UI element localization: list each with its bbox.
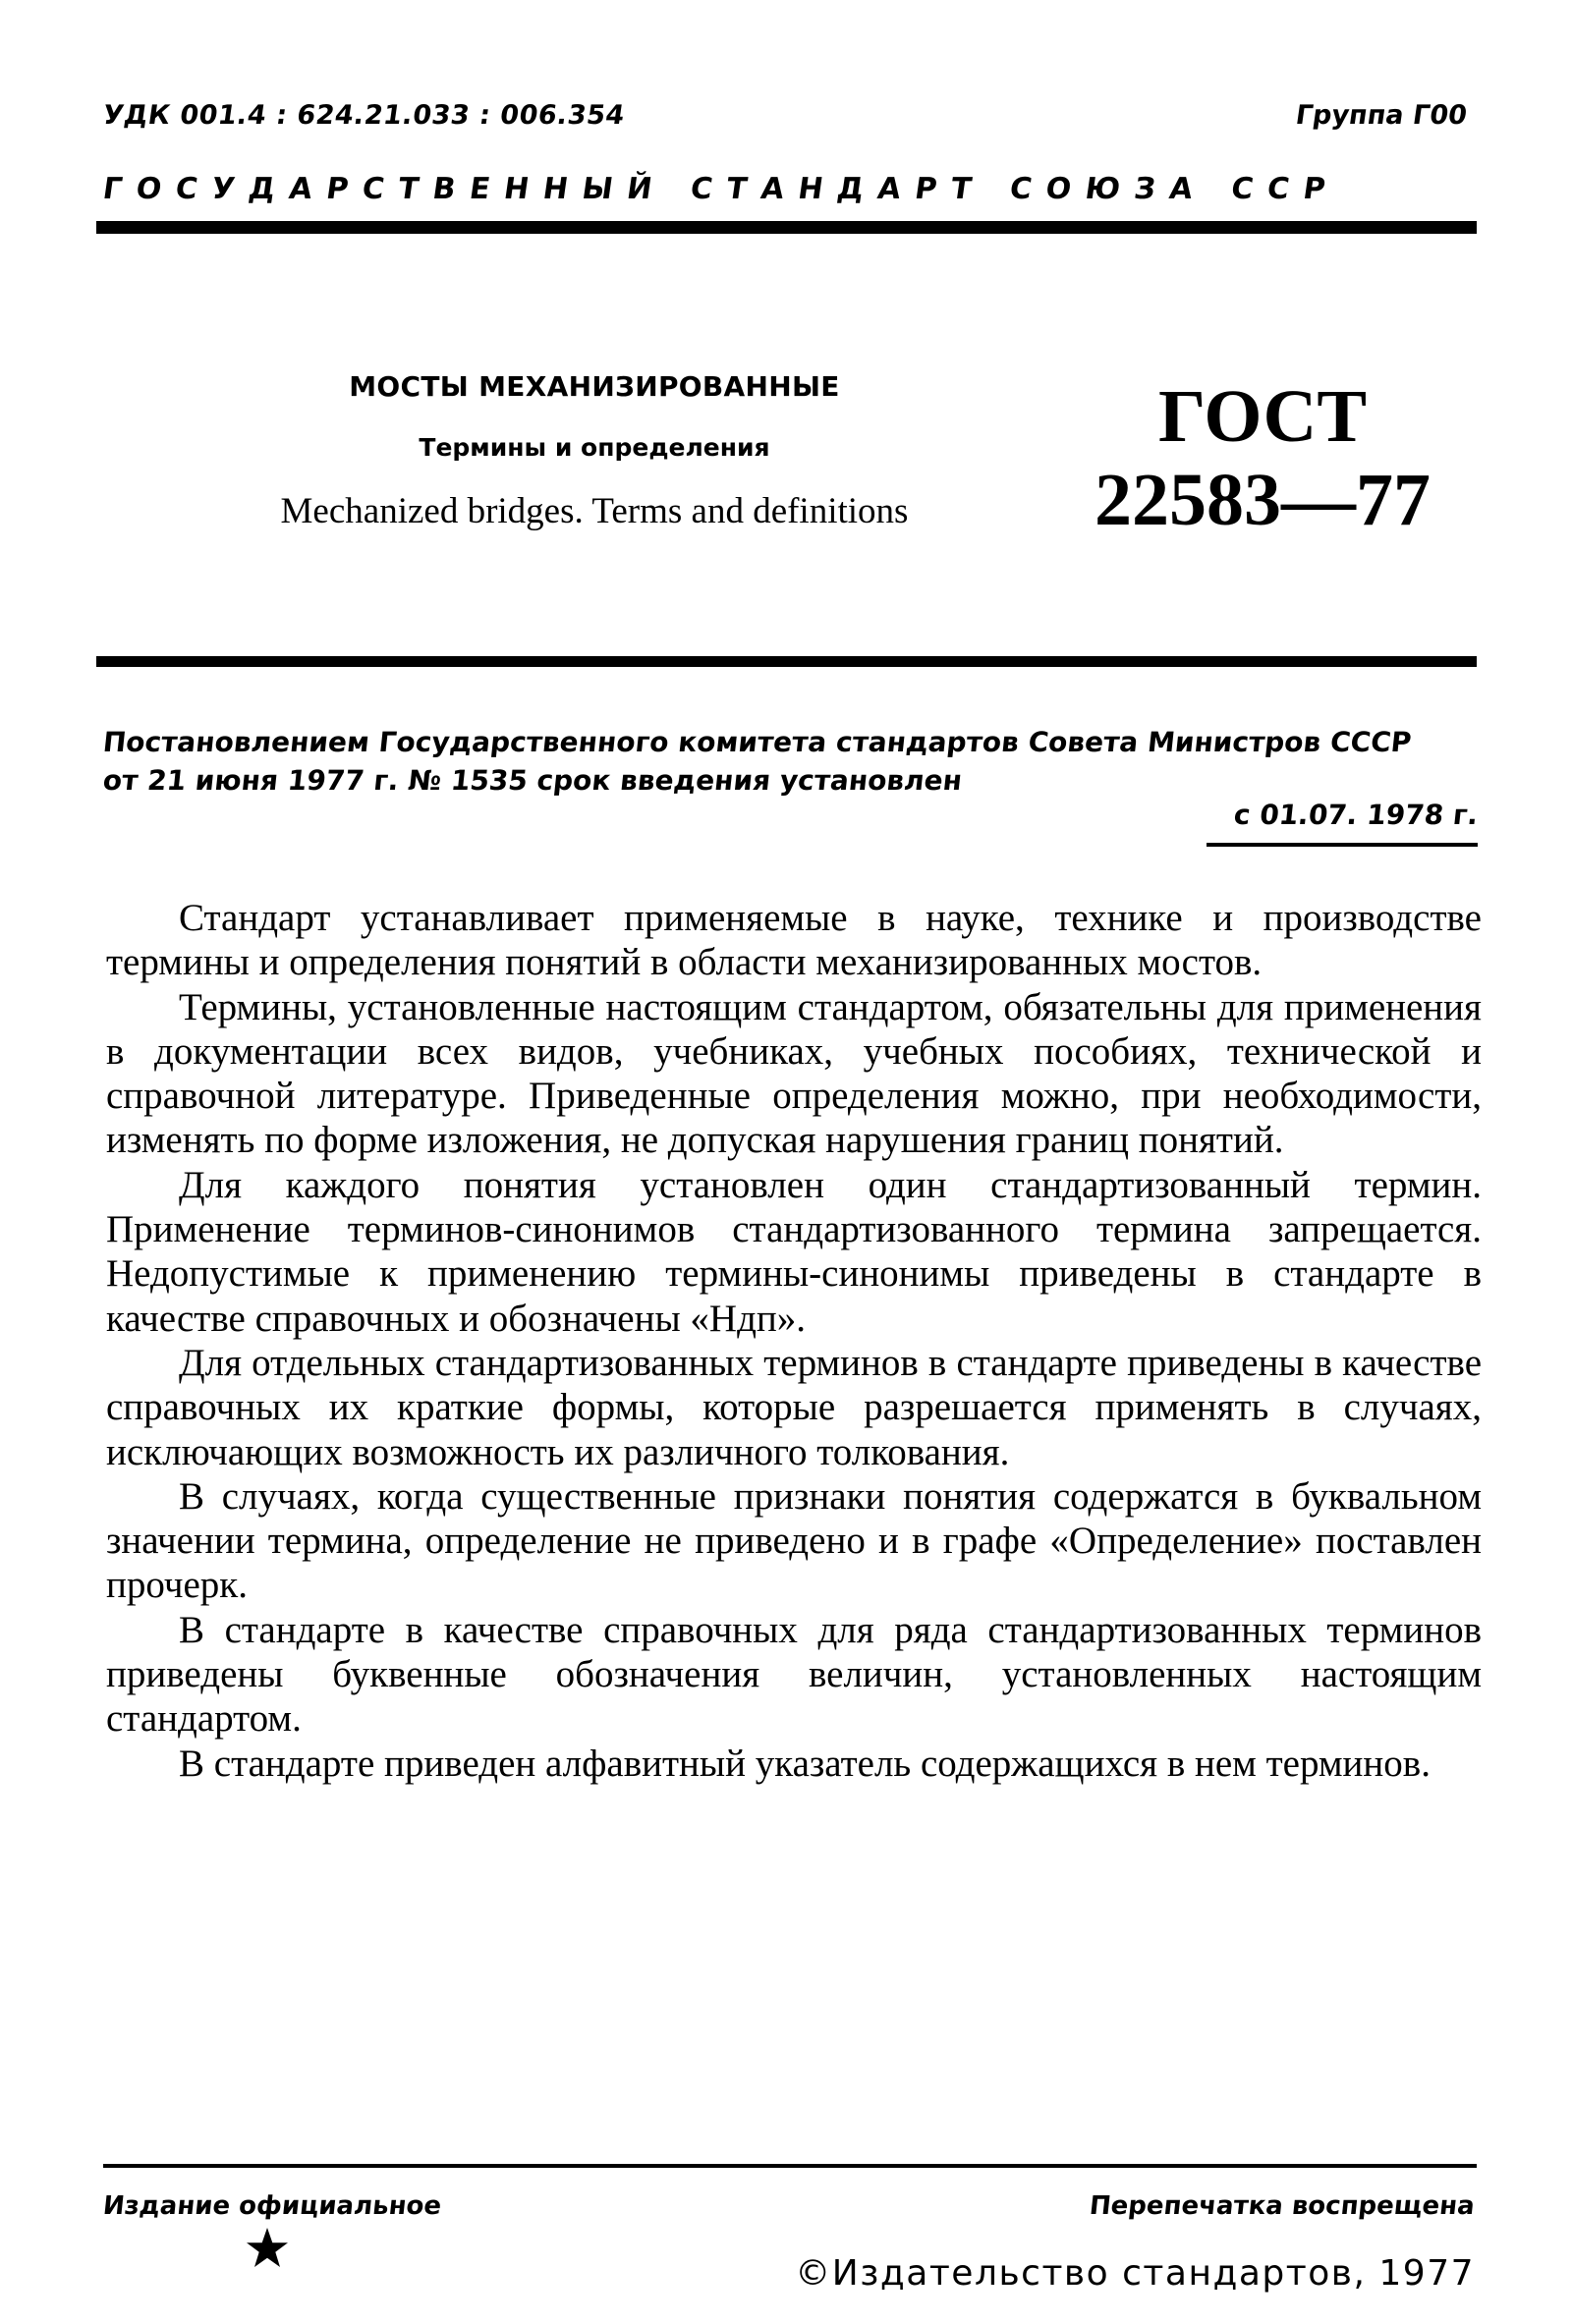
state-standard-banner: ГОСУДАРСТВЕННЫЙ СТАНДАРТ СОЮЗА ССР xyxy=(100,172,1342,206)
english-title: Mechanized bridges. Terms and definitions xyxy=(280,491,909,531)
body-paragraph: В случаях, когда существенные признаки понятия содержатся в буквальном значении термина, определение не приведено и в графе «Определение» поставлен прочерк. xyxy=(106,1474,1482,1607)
gost-label: ГОСТ xyxy=(1157,375,1368,458)
body-paragraph: В стандарте в качестве справочных для ряда стандартизованных терминов приведены буквенные обозначения величин, установленных настоящим стандартом. xyxy=(106,1608,1482,1741)
body-paragraph: Стандарт устанавливает применяемые в науке, технике и производстве термины и определения понятий в области механизированных мостов. xyxy=(106,897,1482,984)
effective-date-underline xyxy=(1207,843,1478,847)
body-paragraph: Для отдельных стандартизованных терминов в стандарте приведены в качестве справочных их краткие формы, которые разрешается применять в случаях, исключающих возможность их различного толкования. xyxy=(106,1341,1482,1473)
document-title: МОСТЫ МЕХАНИЗИРОВАННЫЕ xyxy=(349,370,840,403)
header-rule xyxy=(96,221,1477,234)
official-edition-label: Издание официальное xyxy=(101,2191,443,2221)
body-paragraph: В стандарте приведен алфавитный указатель содержащихся в нем терминов. xyxy=(179,1742,1431,1785)
footer-rule xyxy=(103,2164,1477,2168)
title-rule xyxy=(96,656,1477,667)
reprint-prohibited-label: Перепечатка воспрещена xyxy=(1088,2191,1477,2221)
body-paragraph: Термины, установленные настоящим стандартом, обязательны для применения в документации всех видов, учебниках, учебных пособиях, технической и справочной литературе. Приведенные определения можно, при необходимости, изменять по форме изложения, не допуская нарушения границ понятий. xyxy=(106,985,1482,1162)
star-icon xyxy=(246,2227,289,2268)
udk-code: УДК 001.4 : 624.21.033 : 006.354 xyxy=(100,100,627,131)
document-subtitle: Термины и определения xyxy=(419,433,770,462)
decree-line-2: от 21 июня 1977 г. № 1535 срок введения установлен xyxy=(101,764,964,797)
gost-number: 22583—77 xyxy=(1095,459,1431,541)
effective-date: с 01.07. 1978 г. xyxy=(1232,799,1480,831)
document-body xyxy=(106,896,1482,1786)
publisher-copyright: ©Издательство стандартов, 1977 xyxy=(795,2253,1475,2294)
decree-line-1: Постановлением Государственного комитета стандартов Совета Министров СССР xyxy=(101,726,1414,758)
group-code: Группа Г00 xyxy=(1293,100,1470,131)
decree-block xyxy=(103,723,1479,800)
body-paragraph: Для каждого понятия установлен один стандартизованный термин. Применение терминов-синонимов стандартизованного термина запрещается. Недопустимые к применению термины-синонимы приведены в стандарте в качестве справочных и обозначены «Ндп». xyxy=(106,1163,1482,1340)
